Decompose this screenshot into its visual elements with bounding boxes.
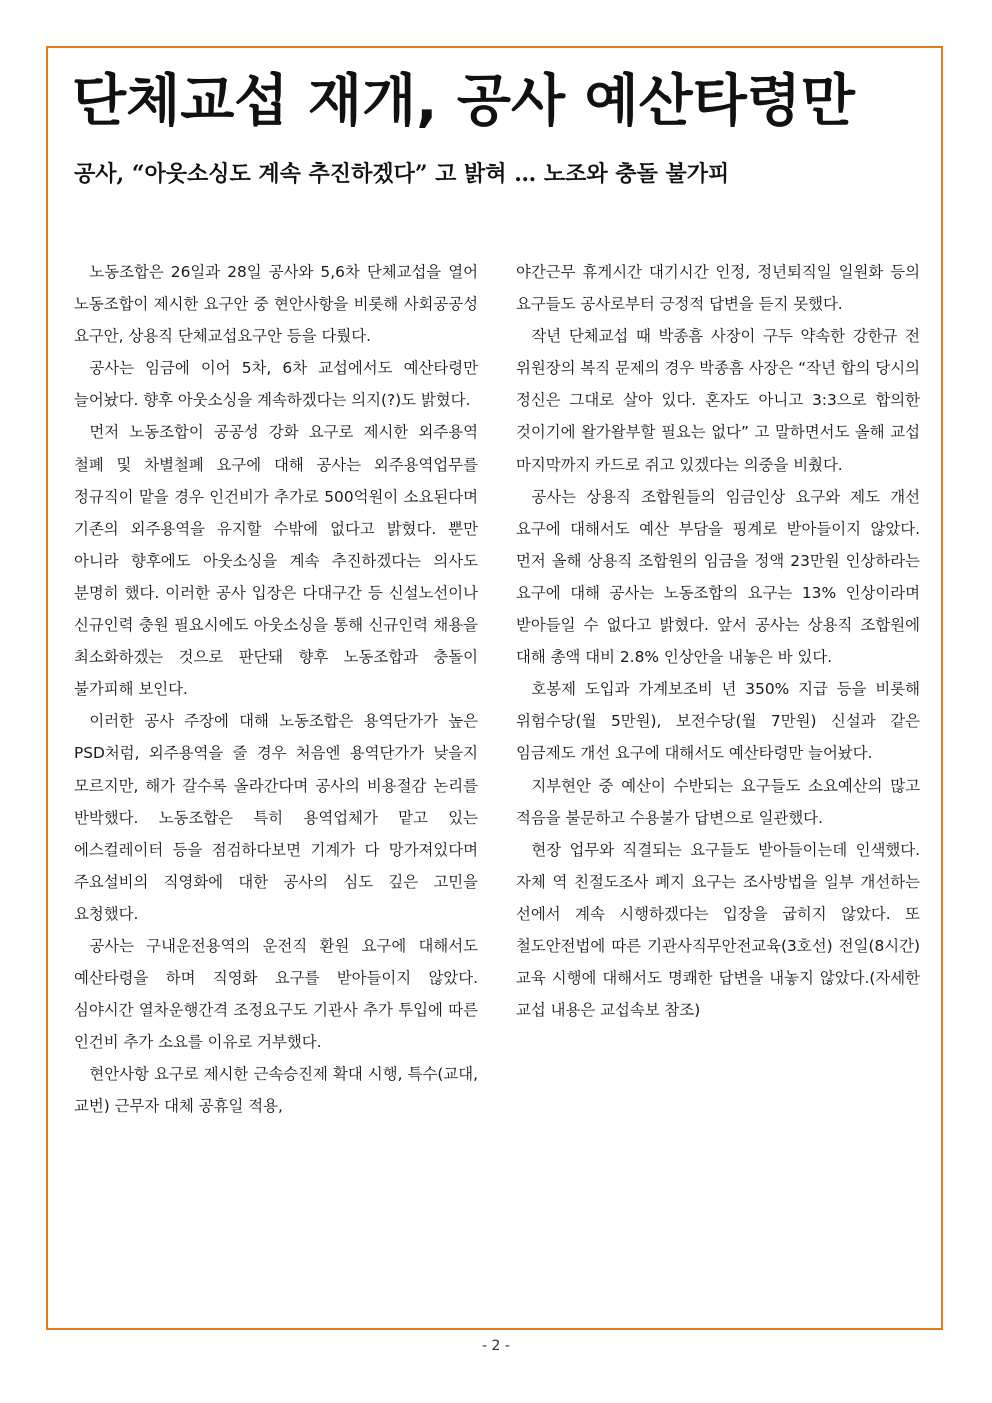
paragraph: 호봉제 도입과 가계보조비 년 350% 지급 등을 비롯해 위험수당(월 5만원), 보전수당(월 7만원) 신설과 같은 임금제도 개선 요구에 대해서도 예산타령만 늘어놨다. <box>516 680 920 763</box>
paragraph: 이러한 공사 주장에 대해 노동조합은 용역단가가 높은 PSD처럼, 외주용역을 줄 경우 처음엔 용역단가가 낮을지 모르지만, 해가 갈수록 올라간다며 공사의 비용절감 논리를 반박했다. 노동조합은 특히 용역업체가 맡고 있는 에스컬레이터 등을 점검하다보면 기계가 다 망가져있다며 주요설비의 직영화에 대한 공사의 심도 깊은 고민을 요청했다. <box>74 712 478 923</box>
right-column <box>516 256 920 1026</box>
subheadline: 공사, “아웃소싱도 계속 추진하겠다” 고 밝혀 … 노조와 충돌 불가피 <box>74 161 730 187</box>
left-column <box>74 256 478 1123</box>
paragraph: 작년 단체교섭 때 박종흠 사장이 구두 약속한 강한규 전 위원장의 복직 문제의 경우 박종흠 사장은 “작년 합의 당시의 정신은 그대로 살아 있다. 혼자도 아니고 3:3으로 합의한 것이기에 왈가왈부할 필요는 없다” 고 말하면서도 올해 교섭 마지막까지 카드로 쥐고 있겠다는 의중을 비췄다. <box>516 327 920 474</box>
paragraph: 현장 업무와 직결되는 요구들도 받아들이는데 인색했다. 자체 역 친절도조사 폐지 요구는 조사방법을 일부 개선하는 선에서 계속 시행하겠다는 입장을 굽히지 않았다. 또 철도안전법에 따른 기관사직무안전교육(3호선) 전일(8시간) 교육 시행에 대해서도 명쾌한 답변을 내놓지 않았다.(자세한 교섭 내용은 교섭속보 참조) <box>516 840 920 1020</box>
paragraph: 공사는 상용직 조합원들의 임금인상 요구와 제도 개선 요구에 대해서도 예산 부담을 핑계로 받아들이지 않았다. 먼저 올해 상용직 조합원의 임금을 정액 23만원 인상하라는 요구에 대해 공사는 노동조합의 요구는 13% 인상이라며 받아들일 수 없다고 밝혔다. 앞서 공사는 상용직 조합원에 대해 총액 대비 2.8% 인상안을 내놓은 바 있다. <box>516 487 920 667</box>
paragraph: 노동조합은 26일과 28일 공사와 5,6차 단체교섭을 열어 노동조합이 제시한 요구안 중 현안사항을 비롯해 사회공공성 요구안, 상용직 단체교섭요구안 등을 다뤘다. <box>74 263 478 346</box>
paragraph: 먼저 노동조합이 공공성 강화 요구로 제시한 외주용역 철폐 및 차별철폐 요구에 대해 공사는 외주용역업무를 정규직이 맡을 경우 인건비가 추가로 500억원이 소요된다며 기존의 외주용역을 유지할 수밖에 없다고 밝혔다. 뿐만 아니라 향후에도 아웃소싱을 계속 추진하겠다는 의사도 분명히 했다. 이러한 공사 입장은 다대구간 등 신설노선이나 신규인력 충원 필요시에도 아웃소싱을 통해 신규인력 채용을 최소화하겠는 것으로 판단돼 향후 노동조합과 충돌이 불가피해 보인다. <box>74 423 478 699</box>
paragraph: 지부현안 중 예산이 수반되는 요구들도 소요예산의 많고 적음을 불문하고 수용불가 답변으로 일관했다. <box>516 776 920 827</box>
page-number: - 2 - <box>482 1338 510 1354</box>
paragraph: 공사는 임금에 이어 5차, 6차 교섭에서도 예산타령만 늘어놨다. 향후 아웃소싱을 계속하겠다는 의지(?)도 밝혔다. <box>74 359 478 410</box>
paragraph: 현안사항 요구로 제시한 근속승진제 확대 시행, 특수(교대, 교번) 근무자 대체 공휴일 적용, <box>74 1065 478 1116</box>
paragraph: 공사는 구내운전용역의 운전직 환원 요구에 대해서도 예산타령을 하며 직영화 요구를 받아들이지 않았다. 심야시간 열차운행간격 조정요구도 기관사 추가 투입에 따른 인건비 추가 소요를 이유로 거부했다. <box>74 936 478 1052</box>
paragraph-continuation: 야간근무 휴게시간 대기시간 인정, 정년퇴직일 일원화 등의 요구들도 공사로부터 긍정적 답변을 듣지 못했다. <box>516 263 920 314</box>
headline: 단체교섭 재개, 공사 예산타령만 <box>72 69 856 134</box>
